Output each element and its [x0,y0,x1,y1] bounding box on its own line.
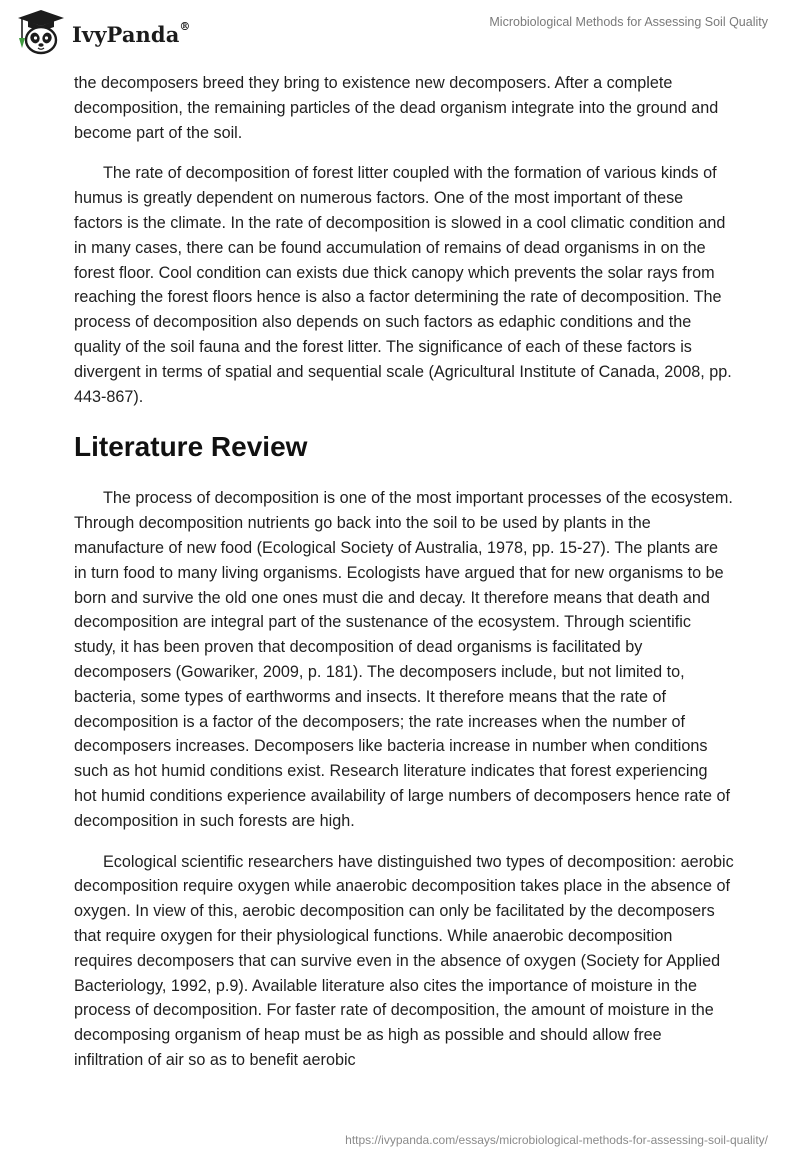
brand-name-text: IvyPanda [72,21,180,47]
page-header [0,0,800,60]
paragraph-decomposition-types: Ecological scientific researchers have distinguished two types of decomposition: aerobic decomposition require oxygen while anaerobic decomposition takes place in the absence of oxygen. In view of this, aerobic decomposition can only be facilitated by the decomposers that require oxygen for their physiological functions. While anaerobic decomposition requires decomposers that can survive even in the absence of oxygen (Society for Applied Bacteriology, 1992, p.9). Available literature also cites the importance of moisture in the process of decomposition. For faster rate of decomposition, the amount of moisture in the decomposing organism of heap must be as high as possible and should allow free infiltration of air so as to benefit aerobic [74,852,734,1069]
paragraph-decomposition-factors: The rate of decomposition of forest litter coupled with the formation of various kinds of humus is greatly dependent on numerous factors. One of the most important of these factors is the climate. In the rate of decomposition is slowed in a cool climatic condition and in many cases, there can be found accumulation of remains of dead organisms in on the forest floor. Cool condition can exists due thick canopy which prevents the solar rays from reaching the forest floors hence is also a factor determining the rate of decomposition. The process of decomposition also depends on such factors as edaphic conditions and the quality of the soil fauna and the forest litter. The significance of each of these factors is divergent in terms of spatial and sequential scale (Agricultural Institute of Canada, 2008, pp. 443-867). [74,164,732,406]
document-title: Microbiological Methods for Assessing Soil Quality [489,15,768,29]
essay-body [74,71,734,1089]
section-heading-literature-review: Literature Review [74,431,308,463]
brand-logo[interactable] [14,8,191,56]
registered-mark: ® [179,19,191,33]
paragraph-decomposition-process: The process of decomposition is one of the most important processes of the ecosystem. Through decomposition nutrients go back into the soil to be used by plants in the manufacture of new food (Ecological Society of Australia, 1978, pp. 15-27). The plants are in turn food to many living organisms. Ecologists have argued that for new organisms to be born and survive the old one ones must die and decay. It therefore means that death and decomposition are integral part of the sustenance of the ecosystem. Through scientific study, it has been proven that decomposition of dead organisms is facilitated by decomposers (Gowariker, 2009, p. 181). The decomposers include, but not limited to, bacteria, some types of earthworms and insects. It therefore means that the rate of decomposition is a factor of the decomposers; the rate increases when the number of decomposers increases. Decomposers like bacteria increase in number when conditions such as hot humid conditions exist. Research literature indicates that forest experiencing hot humid conditions experience availability of large numbers of decomposers hence rate of decomposition in such forests are high. [74,489,733,830]
source-url-link[interactable]: https://ivypanda.com/essays/microbiological-methods-for-assessing-soil-quality/ [345,1133,768,1147]
brand-name [72,19,191,47]
paragraph-continuation: the decomposers breed they bring to existence new decomposers. After a complete decomposition, the remaining particles of the dead organism integrate into the ground and become part of the soil. [74,74,719,142]
panda-logo-icon [14,8,68,56]
